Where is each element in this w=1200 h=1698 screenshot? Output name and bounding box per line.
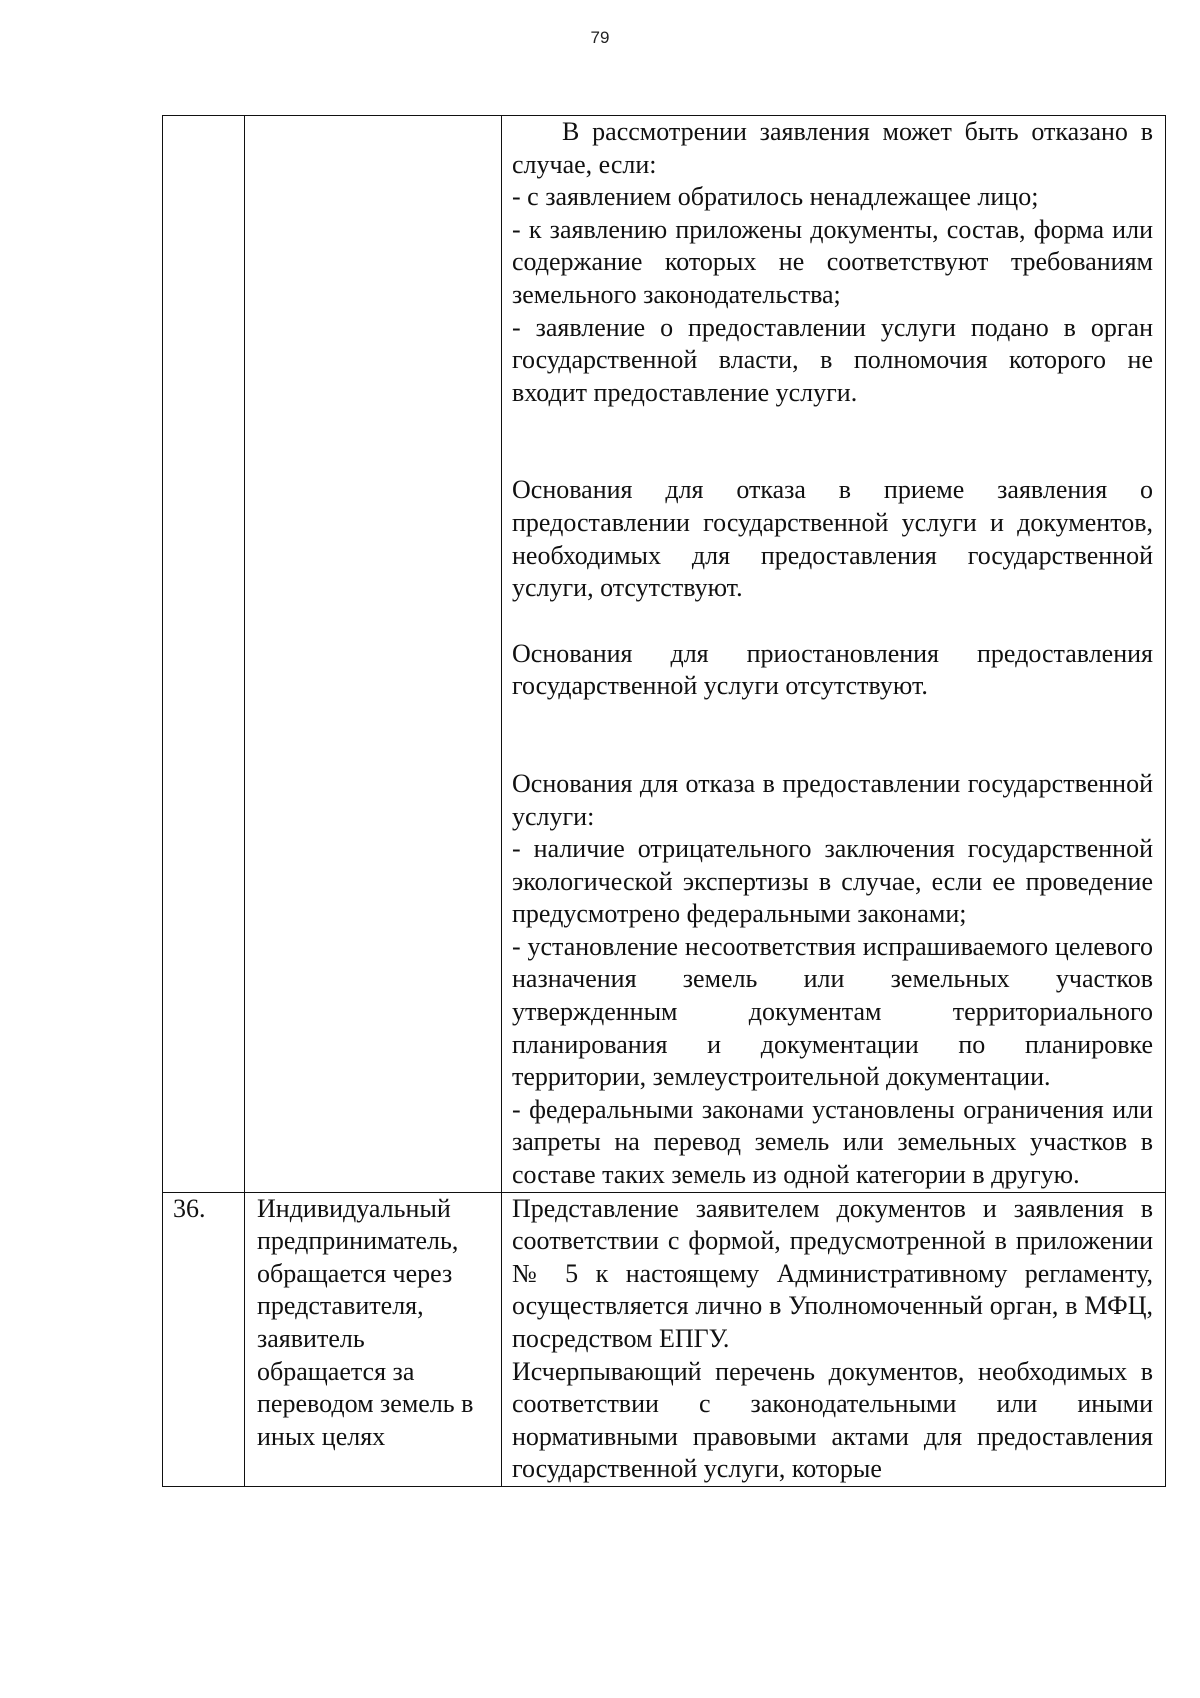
row-number-cell xyxy=(163,116,245,1193)
suspension-grounds: Основания для приостановления предоставления государственной услуги отсутствуют. xyxy=(512,638,1153,701)
refusal-review-item: - к заявлению приложены документы, состав, форма или содержание которых не соответствуют требованиям земельного законодательства; xyxy=(512,214,1153,309)
subject-cell xyxy=(245,116,502,1193)
documents-list-paragraph: Исчерпывающий перечень документов, необходимых в соответствии с законодательными или иными нормативными правовыми актами для предоставления государственной услуги, которые xyxy=(512,1356,1153,1484)
page-number: 79 xyxy=(590,28,610,47)
service-refusal-item: - федеральными законами установлены ограничения или запреты на перевод земель или земельных участков в составе таких земель из одной категории в другую. xyxy=(512,1094,1153,1190)
table-row xyxy=(163,1192,1166,1486)
service-refusal-item: - наличие отрицательного заключения государственной экологической экспертизы в случае, если ее проведение предусмотрено федеральными законами; xyxy=(512,834,1153,929)
content-cell xyxy=(502,116,1166,1193)
content-cell xyxy=(502,1192,1166,1486)
subject-cell: Индивидуальный предприниматель, обращается через представителя, заявитель обращается за переводом земель в иных целях xyxy=(245,1192,502,1486)
acceptance-refusal-grounds: Основания для отказа в приеме заявления о предоставлении государственной услуги и документов, необходимых для предоставления государственной услуги, отсутствуют. xyxy=(512,475,1153,603)
service-refusal-item: - установление несоответствия испрашиваемого целевого назначения земель или земельных участков утвержденным документам территориального планирования и документации по планировке территории, землеустроительной документации. xyxy=(512,931,1153,1092)
refusal-review-item: - заявление о предоставлении услуги подано в орган государственной власти, в полномочия которого не входит предоставление услуги. xyxy=(512,312,1153,407)
submission-paragraph: Представление заявителем документов и заявления в соответствии с формой, предусмотренной в приложении № 5 к настоящему Административному регламенту, осуществляется лично в Уполномоченный орган, в МФЦ, посредством ЕПГУ. xyxy=(512,1193,1153,1353)
service-refusal-intro: Основания для отказа в предоставлении государственной услуги: xyxy=(512,768,1153,831)
refusal-review-intro: В рассмотрении заявления может быть отказано в случае, если: xyxy=(512,117,1153,179)
document-table xyxy=(162,115,1166,1487)
table-row xyxy=(163,116,1166,1193)
refusal-review-item: - с заявлением обратилось ненадлежащее лицо; xyxy=(512,182,1039,212)
row-number-cell: 36. xyxy=(163,1192,245,1486)
